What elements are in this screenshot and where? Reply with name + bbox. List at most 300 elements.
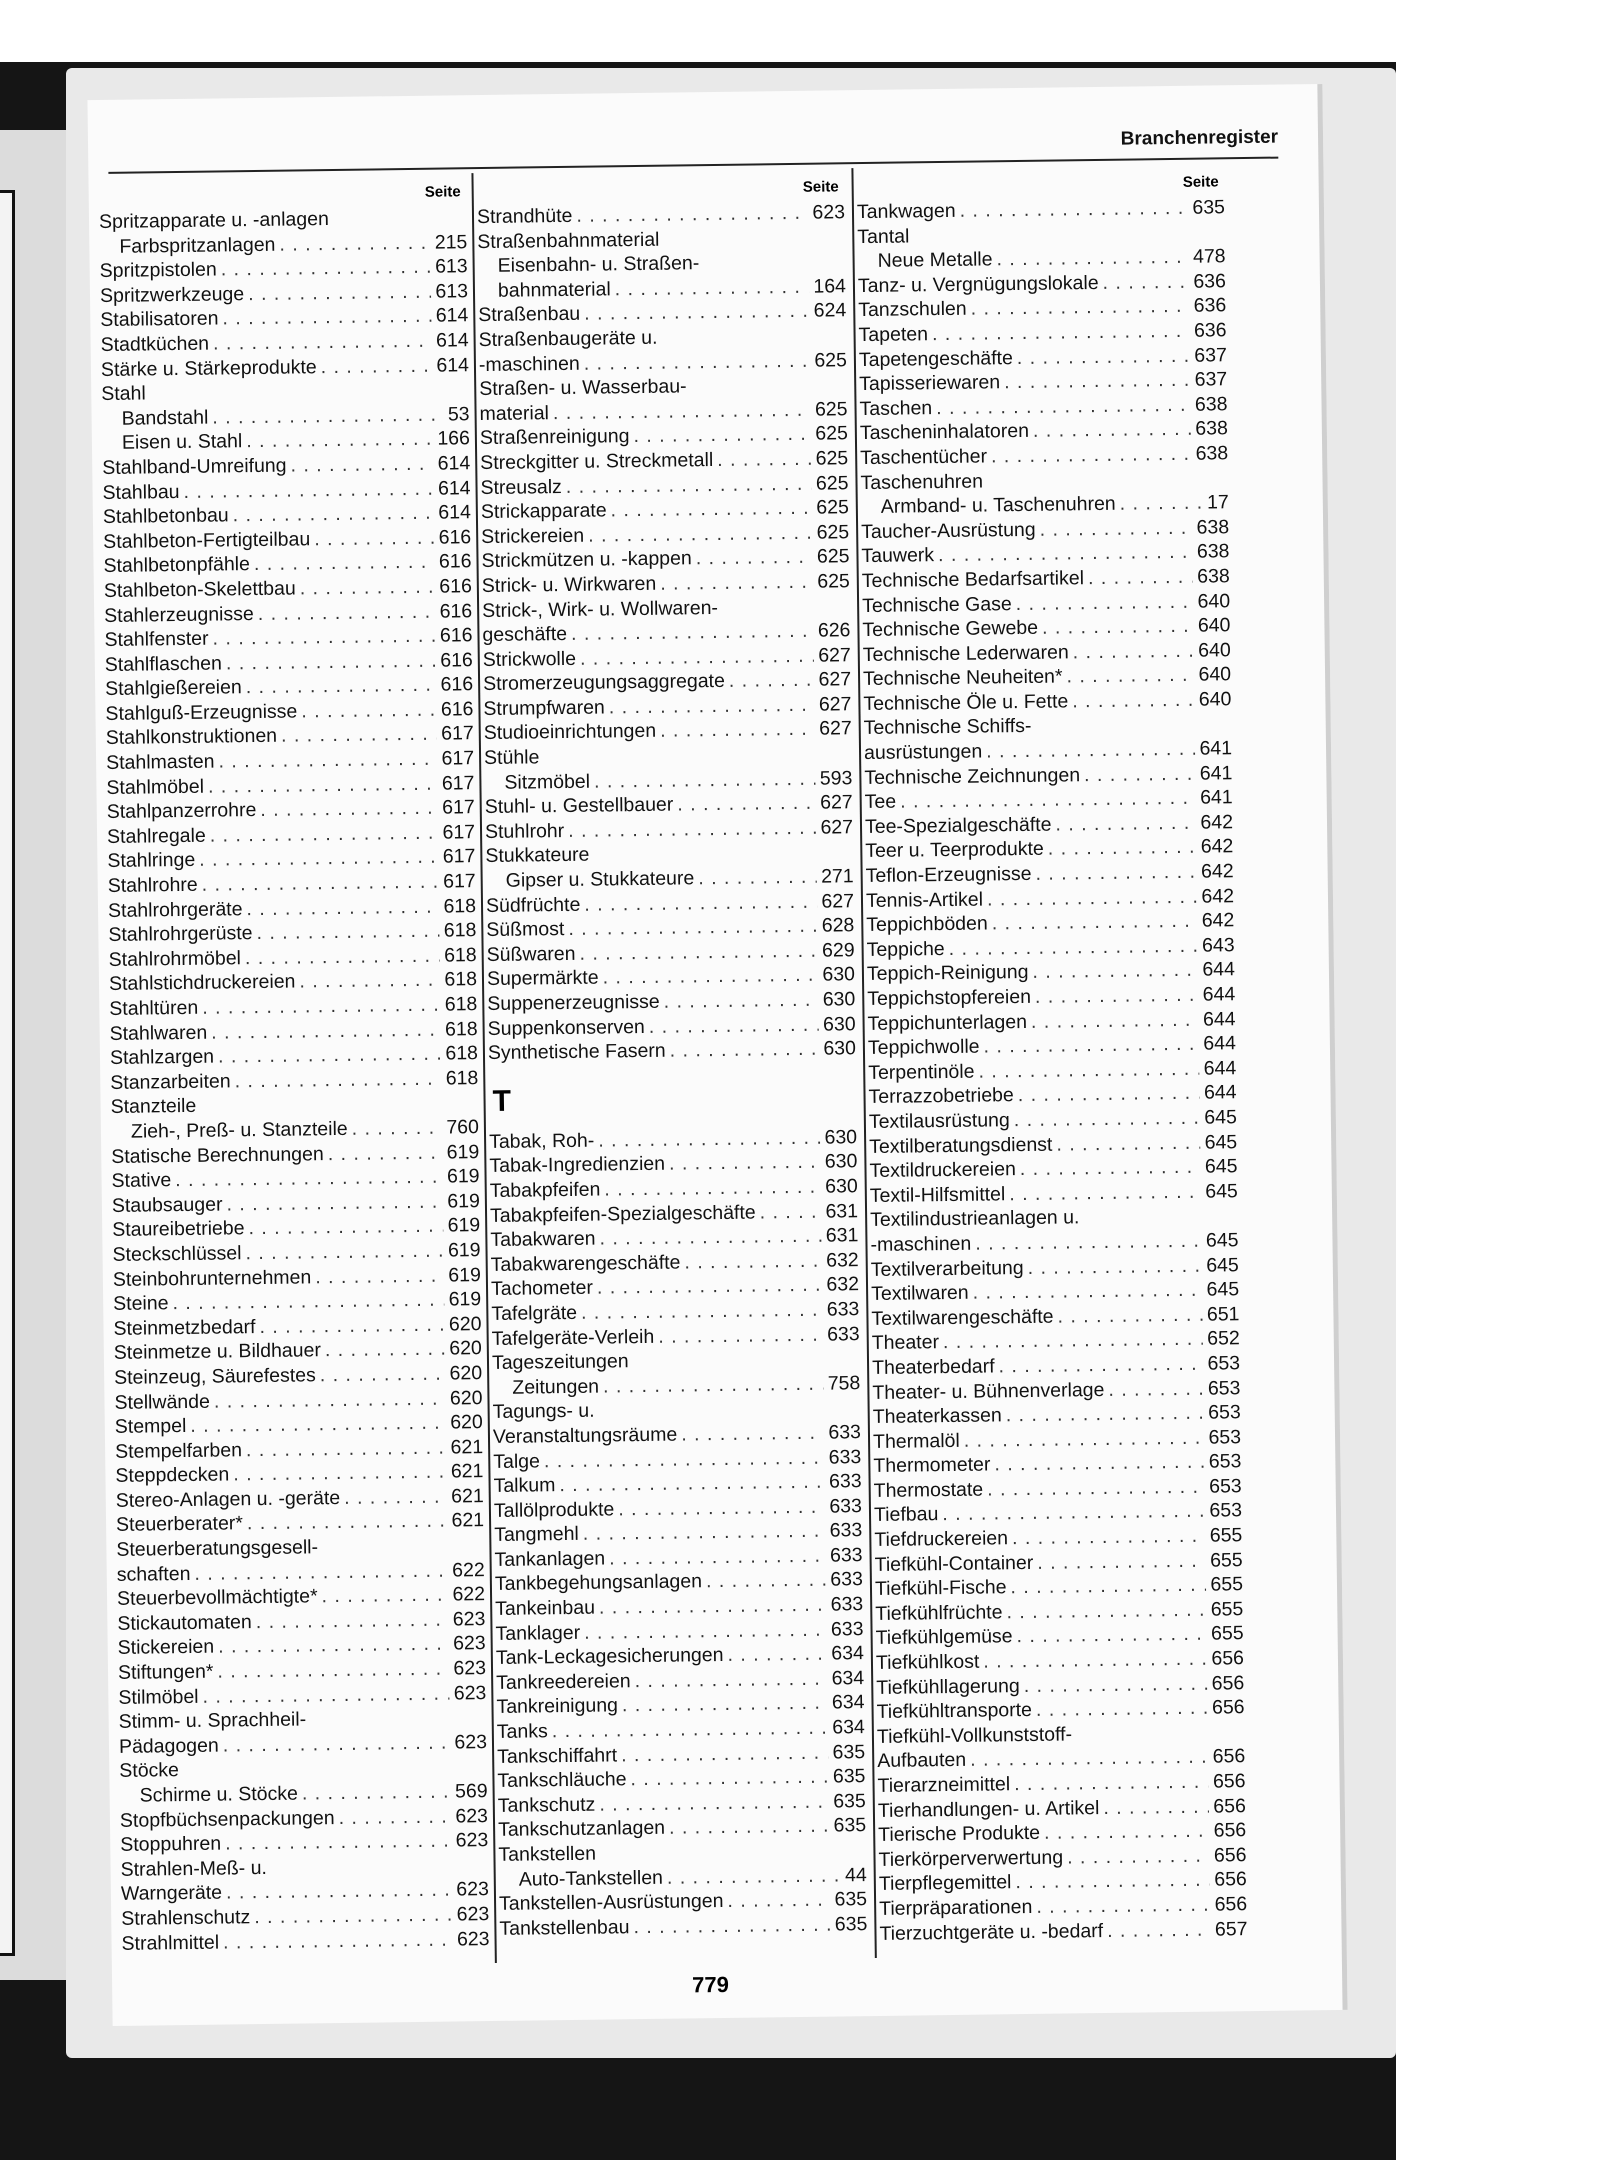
entry-page-number: 642: [1201, 909, 1235, 932]
entry-term: Tankschläuche: [497, 1768, 627, 1793]
leader-dots: [703, 267, 841, 269]
entry-term: Stahlmöbel: [106, 775, 205, 799]
entry-term: Sitzmöbel: [504, 770, 591, 794]
entry-term: Steinzeug, Säurefestes: [114, 1364, 316, 1389]
leader-dots: [325, 1337, 446, 1363]
entry-page-number: 478: [1192, 245, 1226, 268]
leader-dots: [328, 1140, 443, 1166]
entry-page-number: 618: [444, 993, 478, 1016]
entry-page-number: 623: [453, 1681, 487, 1705]
entry-term: Stahlguß-Erzeugnisse: [105, 700, 298, 725]
leader-dots: [199, 845, 439, 873]
entry-term: Stahlzargen: [109, 1045, 215, 1070]
entry-term: Thermometer: [873, 1453, 991, 1478]
leader-dots: [936, 392, 1191, 420]
entry-term: Taschen: [859, 396, 933, 420]
entry-term: Teppich-Reinigung: [866, 961, 1029, 986]
leader-dots: [321, 1583, 448, 1609]
entry-page-number: 633: [830, 1617, 864, 1641]
leader-dots: [759, 1199, 821, 1224]
entry-term: Stahlringe: [107, 849, 196, 873]
entry-term: Technische Neuheiten*: [862, 665, 1063, 691]
leader-dots: [1057, 1302, 1203, 1328]
entry-page-number: 635: [832, 1740, 866, 1764]
entry-term: Technische Gewebe: [862, 616, 1039, 642]
index-entry: [118, 1681, 486, 1710]
leader-dots: [258, 599, 436, 626]
entry-page-number: 621: [451, 1484, 484, 1508]
entry-term: Taucher-Ausrüstung: [861, 518, 1036, 543]
leader-dots: [233, 501, 435, 528]
leader-dots: [1072, 688, 1195, 714]
leader-dots: [190, 1411, 446, 1439]
entry-term: Synthetische Fasern: [487, 1039, 666, 1065]
leader-dots: [1017, 343, 1191, 370]
entry-page-number: 618: [443, 943, 477, 967]
leader-dots: [571, 619, 814, 647]
leader-dots: [998, 1352, 1203, 1379]
entry-page-number: 642: [1200, 835, 1234, 859]
entry-term: Stromerzeugungsaggregate: [482, 670, 726, 696]
entry-term: Süßmost: [486, 918, 565, 942]
leader-dots: [1055, 811, 1196, 837]
entry-term: Stahlflaschen: [104, 652, 223, 676]
entry-page-number: 653: [1207, 1376, 1241, 1400]
leader-dots: [618, 1494, 825, 1521]
entry-term: Strumpfwaren: [483, 696, 605, 720]
entry-term: Straßenreinigung: [479, 425, 630, 450]
entry-term: Stoppuhren: [120, 1832, 222, 1857]
entry-page-number: 618: [443, 919, 477, 942]
entry-term: Stukkateure: [485, 844, 590, 868]
leader-dots: [314, 525, 435, 551]
entry-page-number: 653: [1207, 1352, 1241, 1375]
leader-dots: [212, 402, 444, 430]
entry-term: Gipser u. Stukkateure: [505, 867, 695, 892]
entry-page-number: 633: [826, 1298, 860, 1321]
entry-page-number: 616: [438, 525, 472, 549]
entry-page-number: 164: [813, 275, 847, 298]
entry-page-number: 633: [830, 1568, 864, 1592]
leader-dots: [302, 1780, 452, 1807]
entry-page-number: 634: [831, 1691, 865, 1714]
entry-term: Stahltüren: [109, 996, 199, 1020]
leader-dots: [290, 452, 433, 478]
entry-page-number: 656: [1214, 1893, 1248, 1916]
entry-term: Technische Zeichnungen: [864, 763, 1081, 789]
entry-term: Thermalöl: [872, 1429, 960, 1453]
entry-term: Straßenbaugeräte u.: [478, 326, 658, 352]
leader-dots: [609, 693, 815, 720]
entry-term: Strahlenschutz: [121, 1906, 251, 1930]
entry-term: Stahlrohrmöbel: [108, 947, 242, 971]
entry-term: Stimm- u. Sprachheil-: [118, 1708, 307, 1734]
entry-term: Stuhl- u. Gestellbauer: [484, 793, 674, 819]
leader-dots: [598, 1125, 821, 1153]
leader-dots: [1036, 1696, 1208, 1723]
entry-term: Stellwände: [114, 1390, 211, 1414]
entry-term: Strandhüte: [476, 204, 573, 229]
entry-term: Strick-, Wirk- u. Wollwaren-: [482, 596, 719, 622]
entry-term: Stahlrohrgerüste: [108, 922, 253, 947]
entry-page-number: 655: [1210, 1573, 1244, 1596]
entry-page-number: 625: [815, 447, 849, 470]
entry-term: Tiefkühl-Vollkunststoff-: [876, 1723, 1073, 1748]
leader-dots: [580, 643, 815, 671]
entry-page-number: 619: [446, 1140, 480, 1164]
entry-page-number: 645: [1204, 1106, 1238, 1129]
entry-term: Tangmehl: [494, 1523, 579, 1547]
entry-term: Süßwaren: [486, 942, 576, 966]
entry-term: Stilmöbel: [118, 1685, 199, 1709]
entry-page-number: 656: [1212, 1745, 1246, 1768]
leader-dots: [1048, 835, 1197, 862]
entry-term: ausrüstungen: [863, 740, 983, 765]
entry-term: Strickereien: [481, 524, 585, 548]
entry-term: Strickapparate: [480, 499, 607, 524]
index-entry: [478, 299, 846, 328]
section-letter: T: [492, 1084, 512, 1118]
entry-term: Tierpflegemittel: [878, 1871, 1012, 1896]
leader-dots: [1035, 983, 1199, 1010]
entry-page-number: 635: [832, 1765, 866, 1788]
leader-dots: [321, 353, 433, 379]
entry-page-number: 616: [438, 550, 472, 573]
leader-dots: [202, 1681, 450, 1709]
entry-term: Technische Gase: [861, 592, 1012, 617]
entry-page-number: 656: [1212, 1770, 1246, 1793]
entry-term: Stahlbeton-Fertigteilbau: [103, 528, 311, 553]
leader-dots: [352, 1116, 443, 1142]
entry-term: Stanzteile: [110, 1095, 197, 1119]
entry-term: Stadtküchen: [100, 332, 210, 356]
entry-page-number: 633: [828, 1421, 862, 1444]
entry-term: Textilausrüstung: [868, 1109, 1010, 1133]
entry-term: Stahlbetonbau: [102, 504, 229, 529]
entry-page-number: 640: [1197, 589, 1231, 613]
leader-dots: [633, 422, 811, 449]
entry-page-number: 618: [445, 1066, 479, 1090]
entry-page-number: 641: [1199, 786, 1233, 809]
leader-dots: [1073, 638, 1195, 664]
leader-dots: [983, 1647, 1207, 1675]
index-entry: [101, 353, 469, 382]
entry-term: Stickautomaten: [117, 1610, 252, 1635]
entry-page-number: 642: [1201, 884, 1235, 908]
entry-page-number: 620: [449, 1337, 482, 1360]
leader-dots: [1009, 1179, 1201, 1206]
entry-term: Suppenerzeugnisse: [487, 990, 660, 1016]
leader-dots: [248, 1214, 443, 1241]
entry-term: Farbspritzanlagen: [119, 233, 276, 258]
leader-dots: [681, 1421, 824, 1447]
entry-page-number: 623: [452, 1607, 486, 1631]
leader-dots: [959, 196, 1188, 224]
leader-dots: [568, 914, 818, 942]
leader-dots: [576, 201, 808, 229]
entry-page-number: 630: [822, 1012, 856, 1036]
index-entry: [870, 1179, 1238, 1208]
entry-term: Studioeinrichtungen: [483, 720, 657, 745]
leader-dots: [722, 612, 846, 614]
leader-dots: [200, 1109, 474, 1113]
entry-term: Textilverarbeitung: [870, 1256, 1024, 1281]
entry-term: Strickmützen u. -kappen: [481, 547, 692, 573]
entry-term: Tanzschulen: [858, 298, 967, 322]
entry-page-number: 593: [819, 766, 853, 790]
index-entry: [479, 348, 847, 377]
entry-page-number: 636: [1193, 294, 1227, 318]
entry-page-number: 614: [435, 329, 469, 352]
entry-page-number: 616: [439, 624, 473, 647]
entry-page-number: 638: [1196, 540, 1230, 563]
entry-page-number: 619: [447, 1189, 481, 1213]
entry-term: Tabak, Roh-: [488, 1129, 595, 1153]
leader-dots: [584, 299, 810, 327]
leader-dots: [664, 243, 842, 245]
leader-dots: [664, 988, 819, 1015]
entry-term: material: [479, 401, 550, 425]
index-entry: [484, 717, 852, 746]
entry-page-number: 622: [452, 1583, 486, 1606]
leader-dots: [566, 471, 812, 499]
leader-dots: [1020, 1155, 1201, 1182]
leader-dots: [246, 894, 439, 921]
entry-page-number: 627: [819, 717, 852, 741]
entry-term: Stahlwaren: [109, 1021, 208, 1045]
leader-dots: [991, 442, 1192, 469]
leader-dots: [301, 698, 437, 724]
entry-page-number: 617: [442, 796, 475, 819]
entry-term: Südfrüchte: [485, 893, 581, 917]
index-entry: [110, 1066, 478, 1095]
entry-page-number: 644: [1202, 983, 1236, 1006]
index-entry: [499, 1912, 867, 1941]
entry-term: Strahlmittel: [121, 1931, 220, 1955]
entry-page-number: 630: [824, 1125, 858, 1149]
leader-dots: [609, 1543, 826, 1570]
entry-page-number: 656: [1211, 1647, 1245, 1670]
entry-page-number: 617: [443, 870, 476, 893]
leader-dots: [233, 1460, 447, 1487]
leader-dots: [583, 1519, 826, 1547]
leader-dots: [706, 1568, 827, 1594]
entry-term: Tabakwaren: [490, 1227, 596, 1252]
leader-dots: [932, 319, 1190, 347]
entry-term: Thermostate: [873, 1478, 984, 1502]
leader-dots: [1044, 1819, 1210, 1846]
entry-term: Tiefkühllagerung: [876, 1674, 1020, 1699]
leader-dots: [1006, 1401, 1205, 1428]
leader-dots: [1103, 1794, 1209, 1820]
entry-term: Steuerberatungsgesell-: [116, 1536, 319, 1561]
entry-page-number: 644: [1202, 958, 1236, 982]
entry-term: Tageszeitungen: [491, 1350, 629, 1375]
leader-dots: [584, 348, 811, 376]
leader-dots: [1032, 958, 1198, 985]
entry-term: Textil-Hilfsmittel: [869, 1182, 1006, 1207]
entry-term: Tanks: [496, 1720, 548, 1743]
register-page: [87, 84, 1347, 2026]
entry-term: Textilwaren: [870, 1281, 969, 1306]
entry-term: -maschinen: [478, 352, 580, 376]
entry-term: Tee: [864, 790, 897, 814]
entry-term: Technische Lederwaren: [862, 641, 1069, 666]
entry-page-number: 627: [818, 643, 851, 667]
entry-term: Warngeräte: [120, 1881, 223, 1906]
leader-dots: [942, 1499, 1205, 1527]
leader-dots: [1083, 1222, 1234, 1224]
leader-dots: [603, 1371, 824, 1398]
entry-term: Stahlbau: [102, 480, 180, 504]
entry-page-number: 614: [436, 353, 470, 377]
leader-dots: [183, 1773, 483, 1777]
entry-page-number: 635: [834, 1912, 868, 1936]
entry-term: Steine: [113, 1292, 169, 1316]
leader-dots: [333, 223, 463, 225]
entry-page-number: 655: [1209, 1524, 1243, 1547]
entry-term: Tiefkühltransporte: [876, 1699, 1033, 1724]
entry-term: Steckschlüssel: [112, 1242, 242, 1266]
leader-dots: [150, 395, 466, 399]
entry-page-number: 634: [831, 1666, 865, 1690]
entry-page-number: 637: [1194, 368, 1228, 391]
leader-dots: [621, 1740, 829, 1767]
entry-page-number: 633: [830, 1593, 864, 1616]
leader-dots: [975, 1229, 1202, 1257]
entry-page-number: 656: [1211, 1696, 1245, 1719]
leader-dots: [698, 865, 817, 891]
leader-dots: [344, 1484, 447, 1510]
entry-term: Taschentücher: [860, 445, 988, 470]
entry-page-number: 653: [1208, 1475, 1242, 1498]
entry-term: Eisenbahn- u. Straßen-: [497, 252, 700, 277]
seite-label: Seite: [1182, 173, 1219, 191]
leader-dots: [226, 1189, 443, 1216]
entry-term: Stahlerzeugnisse: [104, 602, 254, 627]
leader-dots: [338, 1804, 451, 1830]
entry-term: Taschenuhren: [860, 470, 984, 494]
entry-term: Stiftungen*: [117, 1660, 214, 1684]
leader-dots: [1107, 1917, 1211, 1943]
entry-page-number: 653: [1208, 1425, 1242, 1449]
leader-dots: [254, 1903, 453, 1930]
leader-dots: [634, 1666, 827, 1693]
entry-term: Stahlbeton-Skelettbau: [103, 577, 296, 602]
entry-term: Textilwarengeschäfte: [871, 1305, 1054, 1330]
entry-term: Tiefbau: [873, 1503, 939, 1527]
entry-term: Teppichböden: [866, 912, 988, 937]
entry-term: Veranstaltungsräume: [492, 1423, 678, 1448]
leader-dots: [970, 1745, 1209, 1773]
entry-page-number: 645: [1206, 1278, 1240, 1301]
entry-page-number: 656: [1213, 1819, 1247, 1842]
entry-term: Tierhandlungen- u. Artikel: [877, 1796, 1100, 1822]
entry-page-number: 638: [1194, 393, 1228, 416]
entry-term: Strickwolle: [482, 647, 577, 671]
entry-page-number: 614: [437, 452, 471, 475]
entry-page-number: 617: [442, 845, 476, 869]
entry-page-number: 656: [1214, 1868, 1247, 1891]
entry-page-number: 614: [438, 501, 472, 524]
entry-page-number: 631: [825, 1224, 859, 1247]
entry-page-number: 620: [449, 1362, 483, 1385]
entry-page-number: 619: [448, 1288, 482, 1311]
entry-page-number: 656: [1213, 1843, 1247, 1867]
entry-page-number: 633: [829, 1494, 863, 1518]
entry-term: Tabak-Ingredienzien: [489, 1153, 666, 1178]
entry-term: Tallölprodukte: [493, 1498, 615, 1522]
entry-page-number: 44: [844, 1863, 867, 1886]
entry-page-number: 651: [1206, 1302, 1240, 1326]
leader-dots: [599, 1789, 829, 1817]
entry-page-number: 640: [1198, 688, 1232, 711]
entry-page-number: 644: [1203, 1081, 1237, 1105]
leader-dots: [1076, 1738, 1241, 1740]
entry-term: Tachometer: [490, 1276, 594, 1301]
entry-list: [477, 200, 856, 1066]
leader-dots: [691, 390, 844, 392]
index-entry: [876, 1695, 1244, 1724]
index-entry: [477, 200, 845, 229]
entry-term: Stahlrohrgeräte: [107, 897, 243, 922]
entry-term: Tanklager: [495, 1621, 581, 1645]
entry-page-number: 629: [821, 939, 855, 962]
entry-term: Stabilisatoren: [100, 307, 219, 332]
leader-dots: [727, 1642, 827, 1668]
entry-term: Eisen u. Stahl: [121, 430, 243, 455]
entry-term: Tierarzneimittel: [877, 1773, 1011, 1797]
entry-term: Steinmetzbedarf: [113, 1315, 256, 1340]
entry-term: Streckgitter u. Streckmetall: [480, 448, 714, 474]
entry-term: Tapetengeschäfte: [858, 346, 1013, 371]
entry-page-number: 760: [446, 1116, 480, 1139]
leader-dots: [213, 329, 432, 356]
leader-dots: [212, 624, 436, 652]
entry-term: Tank-Leckagesicherungen: [495, 1644, 724, 1670]
entry-term: Teppichwolle: [867, 1035, 980, 1060]
leader-dots: [1033, 417, 1192, 444]
entry-term: Teppichstopfereien: [867, 985, 1032, 1011]
entry-term: Tankschutzanlagen: [497, 1817, 666, 1842]
entry-page-number: 637: [1194, 343, 1228, 367]
entry-page-number: 655: [1210, 1598, 1244, 1621]
leader-dots: [658, 1322, 823, 1349]
leader-dots: [913, 238, 1221, 242]
entry-page-number: 621: [450, 1435, 484, 1459]
leader-dots: [633, 1912, 831, 1939]
entry-term: Tagungs- u.: [492, 1399, 595, 1424]
entry-page-number: 623: [452, 1632, 486, 1655]
leader-dots: [226, 648, 437, 675]
entry-term: Stahlregale: [106, 824, 206, 848]
entry-page-number: 619: [448, 1263, 481, 1287]
entry-term: Stöcke: [119, 1759, 180, 1783]
leader-dots: [1102, 270, 1189, 296]
entry-page-number: 638: [1197, 565, 1230, 588]
entry-page-number: 613: [435, 279, 469, 303]
entry-term: Tankeinbau: [495, 1596, 596, 1621]
entry-term: Tascheninhalatoren: [859, 420, 1030, 445]
entry-term: bahnmaterial: [497, 278, 611, 302]
entry-page-number: 632: [826, 1273, 860, 1296]
entry-page-number: 641: [1199, 761, 1233, 785]
leader-dots: [211, 1017, 441, 1045]
leader-dots: [669, 1814, 830, 1841]
entry-page-number: 625: [814, 397, 848, 421]
entry-page-number: 630: [822, 988, 856, 1011]
entry-page-number: 616: [440, 698, 474, 721]
